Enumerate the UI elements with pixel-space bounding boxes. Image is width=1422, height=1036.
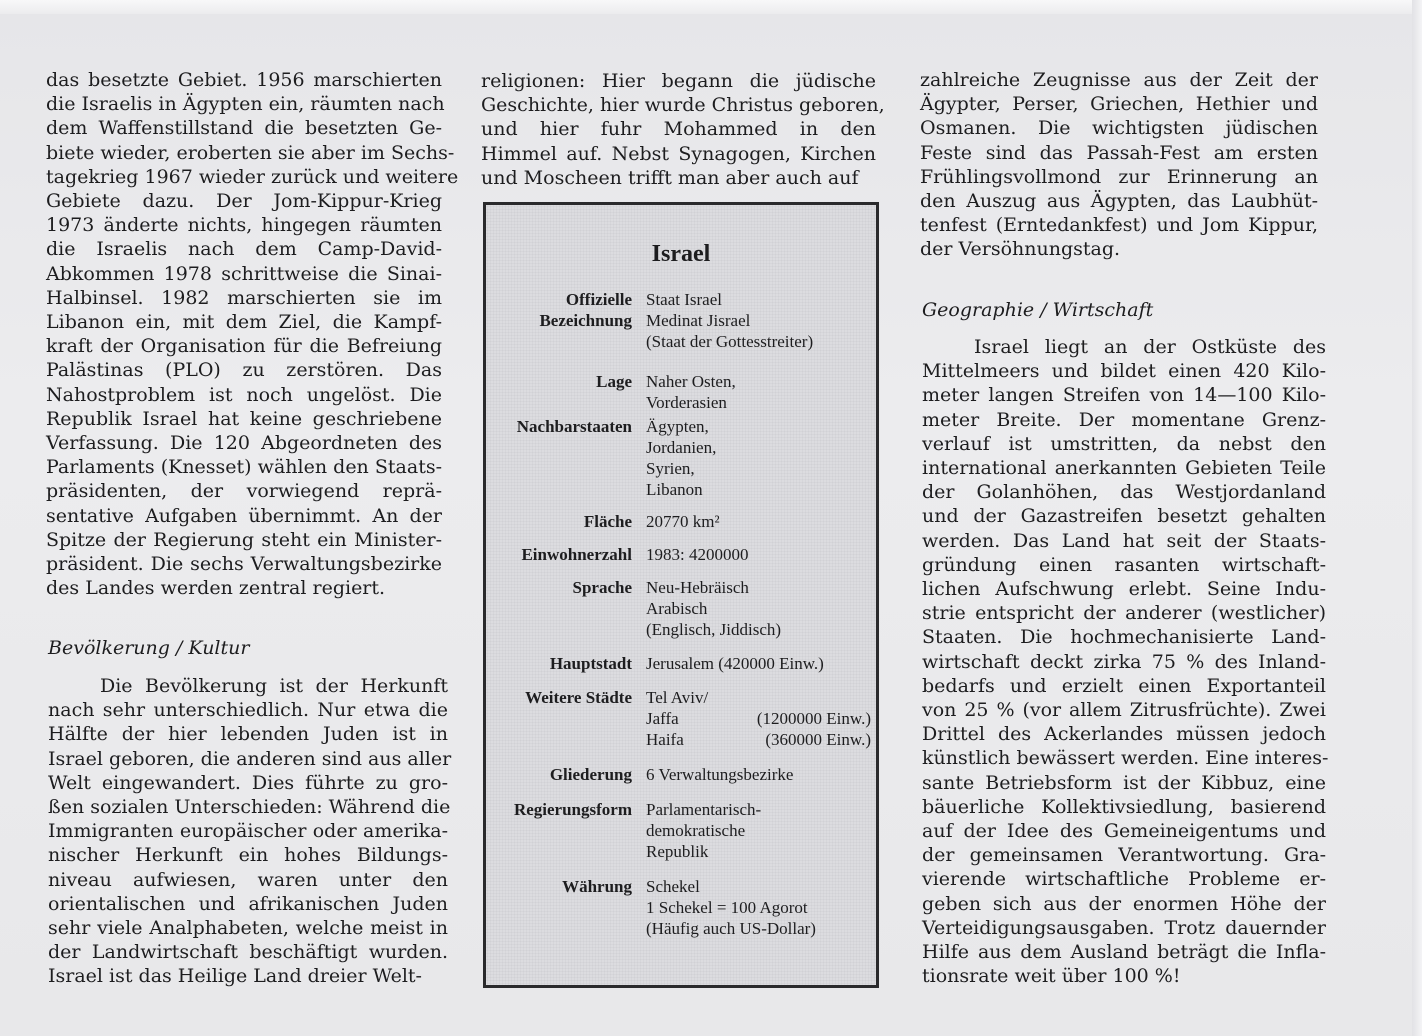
facts-value xyxy=(646,687,871,750)
text-line: sehr viele Analphabeten, welche meist in xyxy=(48,917,448,940)
facts-value-line: 20770 km² xyxy=(646,512,720,531)
text-line: 1973 änderte nichts, hingegen räumten xyxy=(46,214,442,237)
text-line: werden. Das Land hat seit der Staats- xyxy=(922,529,1326,552)
column-2-text xyxy=(481,69,885,190)
facts-value xyxy=(646,799,871,862)
facts-value-line: Neu-Hebräisch xyxy=(646,578,749,597)
facts-value xyxy=(646,764,871,785)
facts-label xyxy=(573,577,633,598)
text-line: vierende wirtschaftliche Probleme er- xyxy=(922,868,1326,891)
facts-label-line: Weitere Städte xyxy=(525,688,632,707)
facts-value-line: 1 Schekel = 100 Agorot xyxy=(646,898,808,917)
column-1-text xyxy=(46,68,459,600)
text-line: meter langen Streifen von 14—100 Kilo- xyxy=(922,384,1326,407)
facts-value-line: Arabisch xyxy=(646,599,708,618)
text-line: Himmel auf. Nebst Synagogen, Kirchen xyxy=(481,142,876,165)
section-heading-geographie: Geographie / Wirtschaft xyxy=(922,299,1154,321)
text-line: Israel ist das Heilige Land dreier Welt- xyxy=(48,965,422,988)
facts-label xyxy=(562,876,632,897)
text-line: Gebiete dazu. Der Jom-Kippur-Krieg xyxy=(46,190,442,213)
facts-label xyxy=(539,289,632,331)
text-line: Parlaments (Knesset) wählen den Staats- xyxy=(46,456,442,479)
text-line: Hälfte der hier lebenden Juden ist in xyxy=(48,723,448,746)
text-line: Ägypter, Perser, Griechen, Hethier und xyxy=(920,93,1318,116)
text-line: sentative Aufgaben übernimmt. An der xyxy=(46,504,442,527)
text-line: verlauf ist umstritten, da nebst den xyxy=(922,432,1326,455)
text-line: von 25 % (vor allem Zitrusfrüchte). Zwei xyxy=(922,699,1326,722)
facts-label-line: Einwohnerzahl xyxy=(521,545,632,564)
facts-value xyxy=(646,653,871,674)
text-line: Mittelmeers und bildet einen 420 Kilo- xyxy=(922,360,1326,383)
facts-value-line: Haifa xyxy=(646,730,684,749)
text-line: zahlreiche Zeugnisse aus der Zeit der xyxy=(920,69,1318,91)
text-line: kraft der Organisation für die Befreiung xyxy=(46,335,442,358)
facts-value xyxy=(646,577,871,640)
facts-label xyxy=(596,371,632,392)
text-line: niveau aufwiesen, waren unter den xyxy=(48,868,448,891)
text-line: Drittel des Ackerlandes müssen jedoch xyxy=(922,723,1326,746)
text-line: Welt eingewandert. Dies führte zu gro- xyxy=(48,771,448,794)
text-line: Israel geboren, die anderen sind aus aller xyxy=(48,747,452,770)
facts-label xyxy=(517,416,632,437)
text-line: der Golanhöhen, das Westjordanland xyxy=(922,481,1326,504)
text-line: biete wieder, eroberten sie aber im Sechs- xyxy=(46,141,455,164)
text-line: tenfest (Erntedankfest) und Jom Kippur, xyxy=(920,214,1318,237)
text-line: Geschichte, hier wurde Christus geboren, xyxy=(481,94,885,117)
text-line: den Auszug aus Ägypten, das Laubhüt- xyxy=(920,190,1318,213)
text-line: Verteidigungsausgaben. Trotz dauernder xyxy=(922,916,1326,939)
facts-value-population: (360000 Einw.) xyxy=(765,730,871,749)
facts-value-line: Parlamentarisch- xyxy=(646,800,762,819)
facts-label-line: Regierungsform xyxy=(513,800,632,819)
text-line: religionen: Hier begann die jüdische xyxy=(481,70,876,92)
facts-value-line: Naher Osten, xyxy=(646,372,736,391)
text-line: Nahostproblem ist noch ungelöst. Die xyxy=(46,383,442,406)
text-line: bedarfs und erzielt einen Exportanteil xyxy=(922,674,1326,697)
text-line: Spitze der Regierung steht ein Minister- xyxy=(46,528,442,551)
text-line: bäuerliche Kollektivsiedlung, basierend xyxy=(922,795,1326,818)
facts-label-line: Sprache xyxy=(572,578,632,597)
text-line: präsidenten, der vorwiegend reprä- xyxy=(46,480,442,503)
facts-value xyxy=(646,876,871,939)
text-line: Osmanen. Die wichtigsten jüdischen xyxy=(920,117,1318,140)
text-line: international anerkannten Gebieten Teile xyxy=(922,457,1326,480)
text-line: Halbinsel. 1982 marschierten sie im xyxy=(46,286,442,309)
text-line: nach sehr unterschiedlich. Nur etwa die xyxy=(48,699,448,722)
paper-top-edge xyxy=(0,0,1422,14)
column-3-text-continued xyxy=(922,335,1329,988)
text-line: geben sich aus der enormen Höhe der xyxy=(922,892,1326,915)
text-line: künstlich bewässert werden. Eine interes- xyxy=(922,747,1329,770)
facts-value-line: 6 Verwaltungsbezirke xyxy=(646,765,794,784)
facts-value xyxy=(646,511,871,532)
text-line: der Landwirtschaft beschäftigt wurden. xyxy=(48,941,448,964)
facts-label xyxy=(525,687,632,708)
facts-label-line: Lage xyxy=(596,372,632,391)
country-facts-box xyxy=(483,202,879,988)
facts-value-line: (Häufig auch US-Dollar) xyxy=(646,919,816,938)
facts-value-line: demokratische xyxy=(646,821,746,840)
text-line: die Israelis nach dem Camp-David- xyxy=(46,238,442,261)
facts-value-line: 1983: 4200000 xyxy=(646,545,749,564)
text-line: tagekrieg 1967 wieder zurück und weitere xyxy=(46,165,459,188)
facts-value-line: (Staat der Gottesstreiter) xyxy=(646,332,814,351)
text-line: gründung einen rasanten wirtschaft- xyxy=(922,553,1326,576)
text-line: Hilfe aus dem Ausland beträgt die Infla- xyxy=(922,941,1326,964)
facts-value-line: Libanon xyxy=(646,480,703,499)
facts-value-line: Jerusalem (420000 Einw.) xyxy=(646,654,824,673)
facts-label xyxy=(550,764,632,785)
facts-value-line: Jordanien, xyxy=(646,438,717,457)
facts-value xyxy=(646,371,871,413)
facts-label-line: Bezeichnung xyxy=(539,311,632,330)
facts-label xyxy=(521,544,632,565)
facts-value xyxy=(646,289,871,352)
text-line: Immigranten europäischer oder amerika- xyxy=(48,820,448,843)
text-line: des Landes werden zentral regiert. xyxy=(46,577,386,600)
text-line: Palästinas (PLO) zu zerstören. Das xyxy=(46,359,442,382)
text-line: tionsrate weit über 100 %! xyxy=(922,965,1181,988)
column-3-text xyxy=(920,68,1318,262)
facts-value-line: Staat Israel xyxy=(646,290,722,309)
text-line: auf der Idee des Gemeineigentums und xyxy=(922,820,1326,843)
text-line: dem Waffenstillstand die besetzten Ge- xyxy=(46,117,442,140)
facts-label-line: Offizielle xyxy=(565,290,632,309)
text-line: Frühlingsvollmond zur Erinnerung an xyxy=(920,165,1318,188)
facts-label xyxy=(550,653,632,674)
facts-box-title: Israel xyxy=(651,241,711,267)
text-line: präsident. Die sechs Verwaltungsbezirke xyxy=(46,553,442,576)
facts-value xyxy=(646,416,871,500)
text-line: Die Bevölkerung ist der Herkunft xyxy=(100,675,448,697)
facts-value-line: Vorderasien xyxy=(646,393,727,412)
text-line: der Versöhnungstag. xyxy=(920,238,1121,261)
paper-right-edge xyxy=(1412,0,1422,1036)
facts-value-line: Schekel xyxy=(646,877,700,896)
text-line: und hier fuhr Mohammed in den xyxy=(481,118,876,141)
facts-value-line: Jaffa xyxy=(646,709,679,728)
text-line: meter Breite. Der momentane Grenz- xyxy=(922,408,1326,431)
section-heading-bevoelkerung: Bevölkerung / Kultur xyxy=(48,637,250,659)
facts-value-line: Ägypten, xyxy=(646,417,709,436)
facts-value-line: Syrien, xyxy=(646,459,695,478)
text-line: Feste sind das Passah-Fest am ersten xyxy=(920,141,1318,164)
text-line: wirtschaft deckt zirka 75 % des Inland- xyxy=(922,650,1326,673)
column-1-text-continued xyxy=(48,674,452,989)
facts-value-line: (Englisch, Jiddisch) xyxy=(646,620,782,639)
text-line: strie entspricht der anderer (westlicher) xyxy=(922,602,1326,625)
facts-label xyxy=(514,799,632,820)
facts-value-population: (1200000 Einw.) xyxy=(756,709,871,728)
text-line: orientalischen und afrikanischen Juden xyxy=(48,892,448,915)
text-line: Abkommen 1978 schrittweise die Sinai- xyxy=(46,262,442,285)
text-line: und Moscheen trifft man aber auch auf xyxy=(481,166,859,189)
text-line: Staaten. Die hochmechanisierte Land- xyxy=(922,626,1326,649)
facts-value-line: Tel Aviv/ xyxy=(646,688,709,707)
facts-value-line: Republik xyxy=(646,842,709,861)
text-line: und der Gazastreifen besetzt gehalten xyxy=(922,505,1326,528)
text-line: die Israelis in Ägypten ein, räumten nach xyxy=(46,93,445,116)
text-line: sante Betriebsform ist der Kibbuz, eine xyxy=(922,771,1326,794)
text-line: ßen sozialen Unterschieden: Während die xyxy=(48,796,451,819)
text-line: Republik Israel hat keine geschriebene xyxy=(46,407,442,430)
facts-label-line: Gliederung xyxy=(549,765,632,784)
text-line: der gemeinsamen Verantwortung. Gra- xyxy=(922,844,1326,867)
facts-value xyxy=(646,544,871,565)
text-line: Israel liegt an der Ostküste des xyxy=(974,336,1326,358)
facts-label-line: Währung xyxy=(562,877,632,896)
facts-label-line: Nachbarstaaten xyxy=(516,417,632,436)
facts-label-line: Fläche xyxy=(583,512,632,531)
text-line: lichen Aufschwung erlebt. Seine Indu- xyxy=(922,578,1326,601)
facts-label xyxy=(584,511,632,532)
facts-label-line: Hauptstadt xyxy=(549,654,632,673)
text-line: das besetzte Gebiet. 1956 marschierten xyxy=(46,69,442,91)
text-line: Verfassung. Die 120 Abgeordneten des xyxy=(46,432,442,455)
text-line: nischer Herkunft ein hohes Bildungs- xyxy=(48,844,448,867)
facts-value-line: Medinat Jisrael xyxy=(646,311,751,330)
text-line: Libanon ein, mit dem Ziel, die Kampf- xyxy=(46,311,442,334)
